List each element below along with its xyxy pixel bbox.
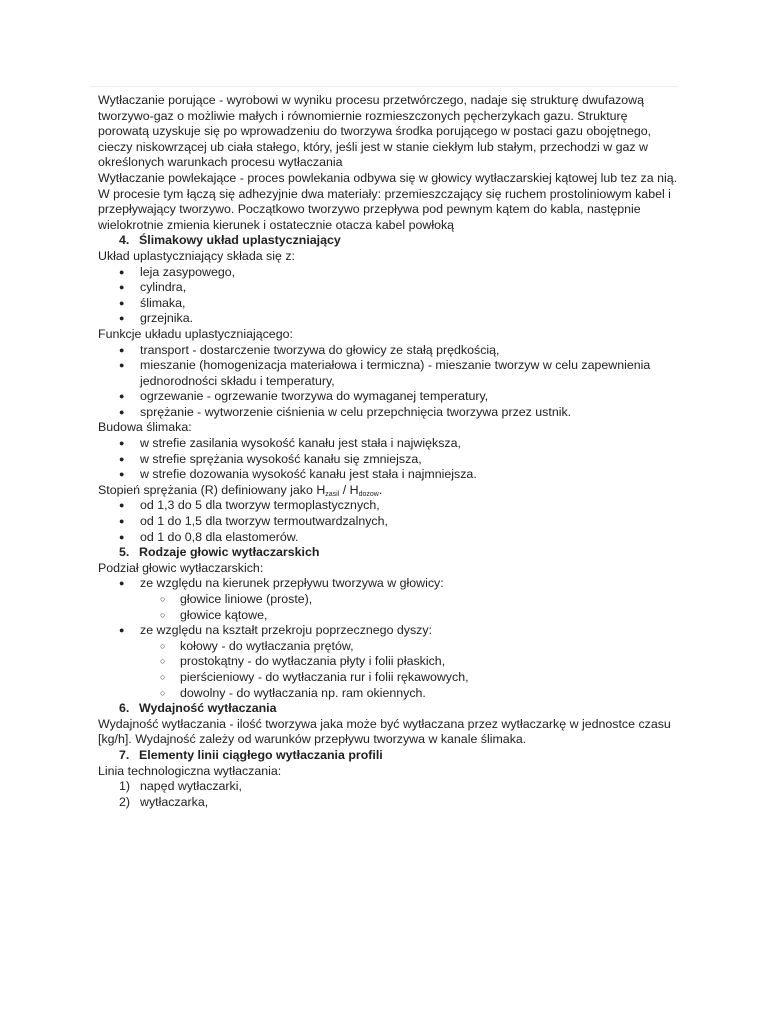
heading-number: 4. [119, 233, 130, 248]
sub-list-item: ○ pierścieniowy - do wytłaczania rur i folii rękawowych, [98, 670, 678, 686]
list-production-line [98, 779, 678, 810]
sub-list-item: ○ dowolny - do wytłaczania np. ram okiennych. [98, 686, 678, 702]
list-system-components [98, 265, 678, 327]
paragraph-throughput: Wydajność wytłaczania - ilość tworzywa jaka może być wytłaczana przez wytłaczarkę w jednostce czasu [kg/h]. Wydajność zależy od warunków przepływu tworzywa w kanale ślimaka. [98, 716, 671, 747]
sub-list-item: ○ głowice liniowe (proste), [98, 592, 678, 608]
item-number: 2) [119, 794, 131, 809]
list-item: ● cylindra, [98, 280, 678, 296]
list-screw-zones [98, 436, 678, 483]
paragraph-die-division: Podział głowic wytłaczarskich: [98, 560, 264, 575]
numbered-item [98, 795, 678, 811]
sub-list-item: ○ prostokątny - do wytłaczania płyty i folii płaskich, [98, 654, 678, 670]
heading-number: 7. [119, 747, 130, 762]
paragraph-screw-structure: Budowa ślimaka: [98, 420, 192, 435]
list-item: ● od 1 do 1,5 dla tworzyw termoutwardzalnych, [98, 514, 678, 530]
list-compression-values [98, 498, 678, 545]
item-text: napęd wytłaczarki, [140, 779, 242, 794]
subscript-zasil: zasil [325, 490, 340, 498]
heading-number: 5. [119, 545, 130, 560]
heading-text: Ślimakowy układ uplastyczniający [139, 233, 341, 248]
text-span: Stopień sprężania (R) definiowany jako H [98, 482, 326, 497]
page-top-rule [90, 86, 678, 87]
section-heading-4 [98, 233, 678, 249]
heading-text: Elementy linii ciągłego wytłaczania profili [139, 747, 383, 762]
document-body [98, 93, 678, 810]
section-heading-7 [98, 748, 678, 764]
heading-text: Rodzaje głowic wytłaczarskich [139, 545, 320, 560]
heading-text: Wydajność wytłaczania [139, 701, 277, 716]
list-item: ● w strefie dozowania wysokość kanału jest stała i najmniejsza. [98, 467, 678, 483]
text-span: . [378, 482, 383, 497]
list-item: ● od 1 do 0,8 dla elastomerów. [98, 530, 678, 546]
paragraph-functions: Funkcje układu uplastyczniającego: [98, 326, 293, 341]
list-item: ● w strefie sprężania wysokość kanału się zmniejsza, [98, 452, 678, 468]
list-item: ● grzejnika. [98, 311, 678, 327]
numbered-item [98, 779, 678, 795]
list-item: ● sprężanie - wytworzenie ciśnienia w celu przepchnięcia tworzywa przez ustnik. [98, 405, 678, 421]
list-functions [98, 343, 678, 421]
section-heading-5 [98, 545, 678, 561]
list-item: ● ogrzewanie - ogrzewanie tworzywa do wymaganej temperatury, [98, 389, 678, 405]
list-item: ● transport - dostarczenie tworzywa do głowicy ze stałą prędkością, [98, 343, 678, 359]
list-item: ● w strefie zasilania wysokość kanału jest stała i największa, [98, 436, 678, 452]
subscript-dozow: dozow [358, 490, 379, 498]
heading-number: 6. [119, 701, 130, 716]
paragraph-foaming-extrusion: Wytłaczanie porujące - wyrobowi w wyniku procesu przetwórczego, nadaje się strukturę dwufazową tworzywo-gaz o możliwie małych i równomiernie rozmieszczonych pęcherzykach gazu. Strukturę porowatą uzyskuje się po wprowadzeniu do tworzywa środka porującego w postaci gazu obojętnego, cieczy niskowrzącej ub ciała stałego, który, jeśli jest w stanie ciekłym lub stałym, przechodzi w gaz w określonych warunkach procesu wytłaczania [98, 93, 652, 170]
list-item: ● mieszanie (homogenizacja materiałowa i termiczna) - mieszanie tworzyw w celu zapewnienia jednorodności składu i temperatury, [98, 358, 678, 389]
paragraph-production-line: Linia technologiczna wytłaczania: [98, 763, 282, 778]
list-item: ● ślimaka, [98, 296, 678, 312]
item-text: wytłaczarka, [140, 794, 209, 809]
list-die-division [98, 576, 678, 701]
list-item: ● leja zasypowego, [98, 265, 678, 281]
item-number: 1) [119, 779, 131, 794]
paragraph-plasticizing-system: Układ uplastyczniający składa się z: [98, 248, 295, 263]
paragraph-compression-ratio [98, 483, 678, 499]
text-span: / H [339, 482, 359, 497]
sub-list-item: ○ głowice kątowe, [98, 608, 678, 624]
list-item: ● od 1,3 do 5 dla tworzyw termoplastycznych, [98, 498, 678, 514]
list-item: ● ze względu na kierunek przepływu tworzywa w głowicy: [98, 576, 678, 592]
sub-list-item: ○ kołowy - do wytłaczania prętów, [98, 639, 678, 655]
list-item: ● ze względu na kształt przekroju poprzecznego dyszy: [98, 623, 678, 639]
paragraph-coating-extrusion: Wytłaczanie powlekające - proces powlekania odbywa się w głowicy wytłaczarskiej kątowej lub tez za nią. W procesie tym łączą się adhezyjnie dwa materiały: przemieszczający się ruchem prostoliniowym kabel i przepływający tworzywo. Początkowo tworzywo przepływa pod pewnym kątem do kabla, następnie wielokrotnie zmienia kierunek i ostatecznie otacza kabel powłoką [98, 170, 678, 232]
section-heading-6 [98, 701, 678, 717]
